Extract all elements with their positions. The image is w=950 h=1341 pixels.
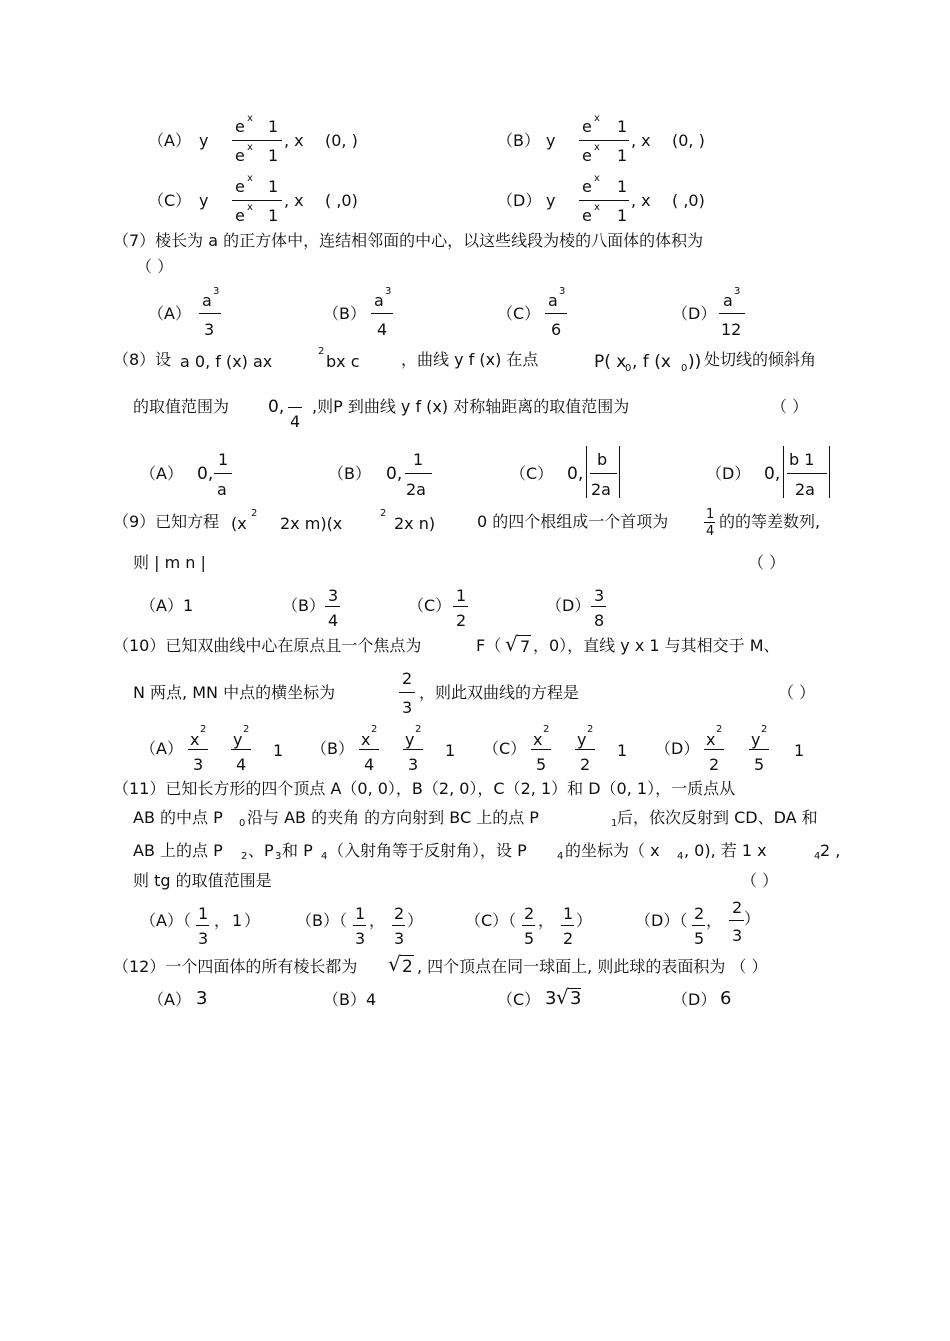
denominator: 2	[563, 929, 574, 948]
rhs: 1	[794, 741, 805, 760]
sub-3: 3	[275, 851, 282, 862]
value: 3	[196, 988, 208, 1009]
q10-focus: F（	[476, 636, 502, 655]
exp-x: x	[594, 173, 600, 184]
q12-stem-b: , 四个顶点在同一球面上, 则此球的表面积为 （ ）	[417, 957, 768, 976]
exp-2: 2	[251, 508, 258, 519]
numerator-one: 1	[268, 117, 279, 136]
option-label: （C）	[148, 191, 192, 210]
q11-line3-a: AB 上的点 P	[133, 841, 223, 860]
q8-curve: ，曲线 y f (x) 在点	[401, 350, 539, 369]
frac-num: 1	[706, 507, 715, 522]
den: 5	[536, 755, 547, 774]
q9-number: （9）已知方程	[113, 512, 220, 531]
numerator: 3	[328, 586, 339, 605]
option-label: （B）	[323, 304, 366, 323]
zero-comma: 0,	[764, 464, 781, 484]
rhs: 1	[445, 741, 456, 760]
fraction-bar	[579, 140, 629, 141]
q9-option-a: （A）1	[140, 596, 194, 615]
denominator: 3	[204, 320, 215, 339]
rhs: 1	[273, 741, 284, 760]
numerator: 2	[394, 904, 405, 923]
numerator-e: e	[582, 117, 592, 136]
num-y: y	[405, 730, 415, 749]
q12-stem-a: （12）一个四面体的所有棱长都为	[113, 957, 358, 976]
numerator-one: 1	[617, 177, 628, 196]
denominator: 5	[694, 929, 705, 948]
fraction-bar	[531, 749, 551, 750]
exp-2: 2	[371, 724, 378, 735]
exp-2: 2	[380, 508, 387, 519]
comma: ，	[706, 911, 723, 930]
q8-line2-start: 的取值范围为	[133, 397, 230, 416]
radical-bar	[400, 955, 414, 956]
denominator-e: e	[582, 146, 592, 165]
denominator: 4	[328, 611, 339, 630]
numerator: b 1	[789, 450, 815, 469]
abs-bar-right	[829, 446, 830, 498]
option-label: （D）（	[635, 911, 688, 930]
exp-x: x	[247, 202, 253, 213]
q8-point: P( x	[594, 352, 627, 372]
numerator-a: a	[374, 291, 384, 310]
fraction-bar	[392, 925, 405, 926]
option-label: （B）	[311, 739, 354, 758]
var-y: y	[546, 131, 556, 150]
zero-comma: 0,	[197, 464, 214, 484]
comma-x: , x	[631, 131, 651, 150]
q9-eq3: 2x n)	[394, 514, 436, 533]
denominator: 12	[721, 320, 742, 339]
sqrt-icon: √	[556, 985, 569, 1009]
option-label: （D）	[672, 990, 717, 1009]
num-x: x	[533, 730, 543, 749]
q11-line3-c: 和 P	[282, 841, 313, 860]
sqrt-icon: √	[505, 632, 518, 656]
close-paren: ）	[576, 911, 593, 930]
interval: ( ,0)	[672, 191, 705, 210]
num-y: y	[233, 730, 243, 749]
q11-line2-c: 后，依次反射到 CD、DA 和	[617, 808, 818, 827]
exp-3: 3	[734, 286, 741, 297]
denominator: 8	[594, 611, 605, 630]
q8-expr: a 0, f (x) ax	[180, 352, 273, 371]
numerator: 1	[355, 904, 366, 923]
fraction-bar	[325, 606, 340, 607]
abs-bar-left	[783, 446, 784, 498]
option-label: （A）	[140, 739, 183, 758]
numerator-one: 1	[268, 177, 279, 196]
sub-1: 1	[611, 818, 618, 829]
exp-x: x	[247, 113, 253, 124]
q8-expr2: bx c	[326, 352, 360, 371]
interval: (0, )	[325, 131, 358, 150]
exp-x: x	[594, 202, 600, 213]
exp-2: 2	[761, 724, 768, 735]
q11-line3-b: 、P	[248, 841, 274, 860]
q10-focus-end: ，0），直线 y x 1 与其相交于 M、	[533, 636, 780, 655]
option-label: （C）	[483, 739, 527, 758]
q11-line1: （11）已知长方形的四个顶点 A（0, 0），B（2, 0），C（2, 1）和 D（0, 1），一质点从	[113, 779, 736, 798]
q11-answer-paren: （ ）	[741, 871, 779, 890]
q8-answer-paren: （ ）	[771, 397, 809, 416]
option-label: （A）（	[140, 911, 191, 930]
option-label: （A）	[148, 131, 191, 150]
denominator: 3	[198, 929, 209, 948]
frac-den: 4	[706, 524, 715, 539]
q11-line3-g: 2 ,	[820, 841, 841, 860]
comma-x: , x	[284, 131, 304, 150]
numerator: b	[597, 450, 608, 469]
exp-2: 2	[318, 346, 325, 357]
numerator: 1	[218, 450, 229, 469]
q8-line2-mid: ,则P 到曲线 y f (x) 对称轴距离的取值范围为	[312, 397, 630, 416]
den: 3	[408, 755, 419, 774]
num-x: x	[706, 730, 716, 749]
q8-range: 0,	[268, 397, 285, 417]
denominator: 3	[732, 926, 743, 945]
fraction-bar	[196, 925, 209, 926]
option-label: （A）	[148, 990, 191, 1009]
q8-point2: , f (x	[632, 352, 671, 372]
fraction-bar	[403, 749, 423, 750]
sqrt-icon: √	[388, 952, 401, 976]
option-label: （D）	[706, 464, 751, 483]
q9-eq2: 2x m)(x	[280, 514, 343, 533]
denominator: 3	[355, 929, 366, 948]
numerator-e: e	[235, 177, 245, 196]
comma-x: , x	[631, 191, 651, 210]
numerator-one: 1	[617, 117, 628, 136]
exp-2: 2	[200, 724, 207, 735]
option-label: （B）	[282, 596, 325, 615]
sub-0: 0	[625, 363, 632, 374]
denominator: a	[217, 480, 227, 499]
q9-tail: 的的等差数列,	[719, 512, 821, 531]
fraction-bar	[787, 473, 827, 474]
q7-stem: （7）棱长为 a 的正方体中，连结相邻面的中心，以这些线段为棱的八面体的体积为	[113, 231, 704, 250]
den: 2	[709, 755, 720, 774]
comma: ，	[369, 911, 386, 930]
abs-bar-left	[586, 446, 587, 498]
comma-x: , x	[284, 191, 304, 210]
exp-x: x	[247, 142, 253, 153]
fraction-bar	[545, 313, 567, 314]
exp-x: x	[594, 142, 600, 153]
q12-option-b: （B）4	[323, 990, 377, 1009]
close-paren: ）	[744, 909, 761, 928]
numerator: 2	[694, 904, 705, 923]
interval: (0, )	[672, 131, 705, 150]
fraction-bar	[704, 749, 724, 750]
value: 1	[232, 911, 243, 930]
denominator-e: e	[235, 206, 245, 225]
q11-line3-f: , 0), 若 1 x	[684, 841, 767, 860]
zero-comma: 0,	[386, 464, 403, 484]
comma: ，	[214, 911, 231, 930]
denominator: 2a	[406, 480, 426, 499]
radicand: 2	[402, 957, 413, 977]
close-paren: ）	[407, 911, 424, 930]
fraction-bar	[214, 473, 232, 474]
numerator-a: a	[723, 291, 733, 310]
den: 4	[236, 755, 247, 774]
option-label: （D）	[497, 191, 542, 210]
numerator-e: e	[235, 117, 245, 136]
var-y: y	[199, 191, 209, 210]
den: 2	[580, 755, 591, 774]
coefficient: 3	[545, 988, 557, 1009]
denominator-e: e	[582, 206, 592, 225]
q9-eq1: (x	[231, 514, 247, 533]
zero-comma: 0,	[567, 464, 584, 484]
q10-line2: N 两点, MN 中点的横坐标为	[133, 683, 336, 702]
numerator: 1	[456, 586, 467, 605]
denominator: 3	[394, 929, 405, 948]
frac-den: 3	[402, 698, 413, 717]
fraction-bar	[232, 200, 282, 201]
fraction-bar	[288, 407, 302, 408]
numerator: 1	[413, 450, 424, 469]
rhs: 1	[617, 741, 628, 760]
denominator: 5	[524, 929, 535, 948]
q11-line2-a: AB 的中点 P	[133, 808, 223, 827]
q8-four: 4	[290, 412, 301, 431]
q8-tail: 处切线的倾斜角	[704, 350, 817, 369]
fraction-bar	[188, 749, 208, 750]
exp-2: 2	[543, 724, 550, 735]
option-label: （A）	[140, 464, 183, 483]
option-label: （D）	[655, 739, 700, 758]
interval: ( ,0)	[325, 191, 358, 210]
exp-2: 2	[716, 724, 723, 735]
exp-2: 2	[587, 724, 594, 735]
q10-answer-paren: （ ）	[778, 683, 816, 702]
denominator: 2a	[591, 480, 611, 499]
fraction-bar	[561, 925, 574, 926]
denominator-one: 1	[617, 146, 628, 165]
exp-x: x	[594, 113, 600, 124]
denominator-e: e	[235, 146, 245, 165]
value: 6	[720, 988, 732, 1009]
abs-bar-right	[619, 446, 620, 498]
fraction-bar	[231, 749, 251, 750]
q11-line3-e: 的坐标为（ x	[565, 841, 660, 860]
var-y: y	[199, 131, 209, 150]
option-label: （B）（	[296, 911, 347, 930]
comma: ，	[538, 911, 555, 930]
numerator-a: a	[548, 291, 558, 310]
q9-line2: 则 | m n |	[133, 553, 206, 572]
q9-eq4: 0 的四个根组成一个首项为	[477, 512, 669, 531]
fraction-bar	[522, 925, 535, 926]
fraction-bar	[591, 606, 606, 607]
fraction-bar	[579, 200, 629, 201]
option-label: （C）	[408, 596, 452, 615]
exp-x: x	[247, 173, 253, 184]
denominator: 4	[377, 320, 388, 339]
close-paren: ）	[244, 911, 261, 930]
sub-4: 4	[557, 851, 564, 862]
numerator-e: e	[582, 177, 592, 196]
fraction-bar	[575, 749, 595, 750]
option-label: （D）	[672, 304, 717, 323]
numerator-a: a	[202, 291, 212, 310]
denominator: 2a	[795, 480, 815, 499]
q8-point3: ))	[688, 352, 702, 372]
den: 5	[754, 755, 765, 774]
exp-3: 3	[559, 286, 566, 297]
fraction-bar	[359, 749, 379, 750]
numerator: 2	[732, 898, 743, 917]
num-x: x	[190, 730, 200, 749]
fraction-bar	[199, 313, 221, 314]
option-label: （C）	[497, 304, 541, 323]
fraction-bar	[749, 749, 769, 750]
radicand: 3	[570, 988, 582, 1009]
denominator-one: 1	[268, 206, 279, 225]
option-label: （C）（	[465, 911, 517, 930]
fraction-bar	[704, 522, 715, 523]
fraction-bar	[719, 313, 745, 314]
numerator: 1	[563, 904, 574, 923]
num-x: x	[361, 730, 371, 749]
exp-2: 2	[415, 724, 422, 735]
q11-line3-d: （入射角等于反射角），设 P	[328, 841, 527, 860]
q10-stem: （10）已知双曲线中心在原点且一个焦点为	[113, 636, 422, 655]
sub-0: 0	[239, 818, 246, 829]
option-label: （C）	[497, 990, 541, 1009]
numerator: 1	[198, 904, 209, 923]
sub-0: 0	[681, 363, 688, 374]
q7-answer-paren: （ ）	[136, 257, 174, 276]
q9-answer-paren: （ ）	[748, 553, 786, 572]
denominator-one: 1	[268, 146, 279, 165]
q8-number: （8）设	[113, 350, 172, 369]
radicand: 7	[520, 637, 531, 656]
denominator-one: 1	[617, 206, 628, 225]
exp-3: 3	[213, 286, 220, 297]
numerator: 3	[594, 586, 605, 605]
option-label: （B）	[497, 131, 540, 150]
sub-4: 4	[321, 851, 328, 862]
var-y: y	[546, 191, 556, 210]
den: 4	[364, 755, 375, 774]
q10-line2-tail: ，则此双曲线的方程是	[419, 683, 580, 702]
sub-2: 2	[241, 851, 248, 862]
option-label: （B）	[328, 464, 371, 483]
exp-3: 3	[385, 286, 392, 297]
fraction-bar	[353, 925, 366, 926]
option-label: （D）	[546, 596, 591, 615]
option-label: （A）	[148, 304, 191, 323]
q11-line4: 则 tg 的取值范围是	[133, 871, 272, 890]
sub-4: 4	[677, 851, 684, 862]
fraction-bar	[453, 606, 468, 607]
fraction-bar	[232, 140, 282, 141]
num-y: y	[751, 730, 761, 749]
option-label: （C）	[510, 464, 554, 483]
q11-line2-b: 沿与 AB 的夹角 的方向射到 BC 上的点 P	[247, 808, 539, 827]
num-y: y	[577, 730, 587, 749]
fraction-bar	[590, 473, 617, 474]
denominator: 2	[456, 611, 467, 630]
denominator: 6	[551, 320, 562, 339]
fraction-bar	[399, 692, 415, 693]
den: 3	[193, 755, 204, 774]
fraction-bar	[405, 473, 432, 474]
sub-4: 4	[814, 851, 821, 862]
fraction-bar	[729, 920, 744, 921]
radical-bar	[517, 635, 531, 636]
fraction-bar	[371, 313, 393, 314]
numerator: 2	[524, 904, 535, 923]
exp-2: 2	[243, 724, 250, 735]
frac-num: 2	[402, 669, 413, 688]
fraction-bar	[692, 925, 705, 926]
